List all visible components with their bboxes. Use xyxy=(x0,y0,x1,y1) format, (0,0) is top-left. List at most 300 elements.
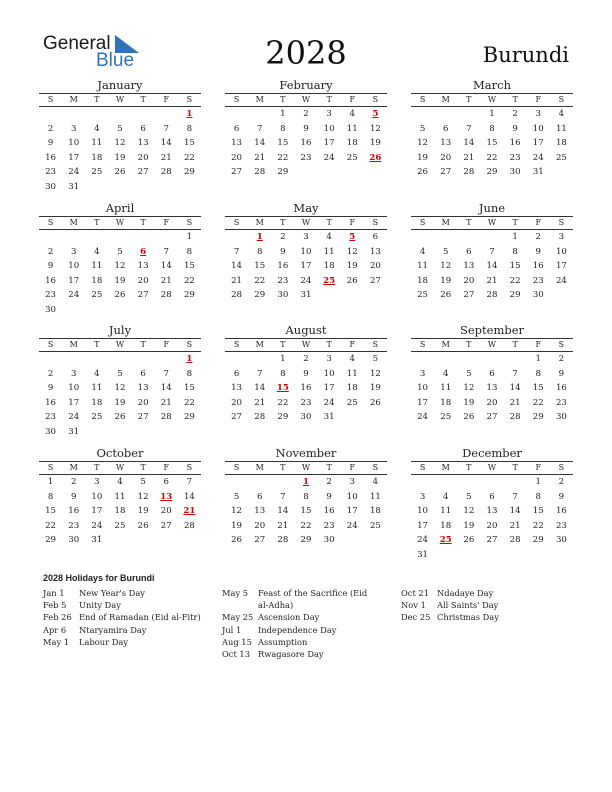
weekday-label: T xyxy=(140,218,146,227)
day-cell: 28 xyxy=(254,167,266,178)
day-cell: 14 xyxy=(486,261,498,272)
day-cell: 12 xyxy=(463,506,475,517)
holiday-day-cell: 5 xyxy=(349,232,356,242)
holiday-day-cell: 5 xyxy=(372,109,379,119)
holiday-name: Assumption xyxy=(258,636,308,647)
weekday-label: M xyxy=(441,218,450,227)
month-september xyxy=(411,323,573,425)
day-cell: 16 xyxy=(532,261,544,272)
day-cell: 8 xyxy=(186,368,193,379)
day-cell: 7 xyxy=(512,491,518,502)
day-cell: 24 xyxy=(300,275,312,286)
holiday-name: Rwagasore Day xyxy=(258,649,324,660)
day-cell: 30 xyxy=(323,535,335,546)
day-cell: 6 xyxy=(163,477,169,487)
holiday-date: May 5 xyxy=(222,588,249,598)
month-name: January xyxy=(97,78,143,92)
day-cell: 27 xyxy=(137,290,149,301)
day-cell: 28 xyxy=(160,412,172,423)
day-cell: 3 xyxy=(558,232,565,242)
weekday-label: T xyxy=(280,340,286,349)
holiday-name: Christmas Day xyxy=(437,612,499,623)
month-name: June xyxy=(478,201,506,215)
weekday-label: M xyxy=(441,463,450,472)
empty-cell xyxy=(248,352,271,367)
day-cell: 25 xyxy=(114,520,126,531)
day-cell: 12 xyxy=(463,383,475,394)
day-cell: 15 xyxy=(277,138,289,149)
holiday-date: Nov 1 xyxy=(401,600,426,611)
day-cell: 3 xyxy=(326,354,332,364)
day-cell: 27 xyxy=(231,412,243,423)
day-cell: 21 xyxy=(509,520,521,531)
empty-cell xyxy=(62,352,85,367)
day-cell: 10 xyxy=(532,123,544,134)
holiday-day-cell: 21 xyxy=(183,506,196,517)
empty-cell xyxy=(248,475,271,490)
day-cell: 8 xyxy=(535,491,541,502)
day-cell: 17 xyxy=(323,138,335,149)
holiday-column xyxy=(43,587,203,648)
day-cell: 26 xyxy=(440,290,452,301)
calendar-country: Burundi xyxy=(482,43,569,67)
day-cell: 14 xyxy=(231,261,243,272)
weekday-label: T xyxy=(280,463,286,472)
empty-cell xyxy=(85,230,108,245)
day-cell: 3 xyxy=(94,477,100,487)
day-cell: 30 xyxy=(277,290,289,301)
day-cell: 20 xyxy=(231,152,243,163)
empty-cell xyxy=(457,107,480,122)
day-cell: 10 xyxy=(300,246,312,257)
day-cell: 25 xyxy=(91,412,103,423)
day-cell: 12 xyxy=(369,368,381,379)
empty-cell xyxy=(504,352,527,367)
month-april xyxy=(39,201,201,318)
weekday-label: W xyxy=(301,218,311,227)
day-cell: 19 xyxy=(231,520,243,531)
day-cell: 3 xyxy=(70,123,77,134)
day-cell: 31 xyxy=(532,167,544,178)
day-cell: 25 xyxy=(417,290,429,301)
day-cell: 20 xyxy=(160,506,172,517)
day-cell: 4 xyxy=(349,354,355,364)
day-cell: 22 xyxy=(45,520,57,531)
day-cell: 15 xyxy=(254,261,266,272)
empty-cell xyxy=(480,352,503,367)
holiday-date: Oct 21 xyxy=(401,588,429,598)
weekday-header xyxy=(225,461,387,475)
holiday-column xyxy=(401,587,561,624)
empty-cell xyxy=(434,475,457,490)
day-cell: 21 xyxy=(463,152,475,163)
weekday-label: S xyxy=(558,340,565,349)
weekday-label: S xyxy=(419,463,426,472)
day-cell: 23 xyxy=(300,152,312,163)
day-cell: 21 xyxy=(160,275,172,286)
weekday-label: F xyxy=(535,340,542,349)
day-cell: 17 xyxy=(68,152,80,163)
weekday-header xyxy=(39,461,201,475)
weekday-label: F xyxy=(163,218,170,227)
day-cell: 22 xyxy=(532,397,544,408)
day-cell: 29 xyxy=(254,290,266,301)
holiday-date: May 25 xyxy=(222,612,254,623)
day-grid xyxy=(225,230,387,303)
day-cell: 23 xyxy=(45,167,57,178)
day-cell: 23 xyxy=(277,275,289,286)
day-cell: 19 xyxy=(369,383,381,394)
empty-cell xyxy=(155,107,178,122)
day-cell: 7 xyxy=(163,123,169,134)
day-cell: 12 xyxy=(114,138,126,149)
day-cell: 20 xyxy=(486,520,498,531)
day-cell: 24 xyxy=(346,520,358,531)
day-cell: 14 xyxy=(509,506,521,517)
day-cell: 24 xyxy=(417,412,429,423)
day-cell: 26 xyxy=(114,167,126,178)
weekday-label: F xyxy=(349,463,356,472)
day-cell: 22 xyxy=(486,152,498,163)
month-name: November xyxy=(275,446,337,460)
day-cell: 9 xyxy=(47,138,54,149)
day-cell: 30 xyxy=(300,412,312,423)
day-cell: 16 xyxy=(555,506,567,517)
day-cell: 14 xyxy=(277,506,289,517)
day-cell: 24 xyxy=(417,535,429,546)
day-cell: 28 xyxy=(183,520,195,531)
day-cell: 28 xyxy=(486,290,498,301)
month-name: August xyxy=(285,323,327,337)
day-cell: 18 xyxy=(114,506,126,517)
day-cell: 19 xyxy=(417,152,429,163)
day-cell: 17 xyxy=(68,397,80,408)
day-cell: 11 xyxy=(369,491,381,502)
day-cell: 11 xyxy=(440,506,452,517)
day-grid xyxy=(225,475,387,548)
weekday-label: W xyxy=(115,95,125,104)
day-cell: 27 xyxy=(231,167,243,178)
day-cell: 22 xyxy=(254,275,266,286)
weekday-label: S xyxy=(233,95,240,104)
day-cell: 7 xyxy=(256,123,263,134)
weekday-label: T xyxy=(94,218,100,227)
day-cell: 5 xyxy=(117,368,123,379)
day-cell: 15 xyxy=(45,506,57,517)
day-cell: 20 xyxy=(486,397,498,408)
logo-text-blue: Blue xyxy=(96,50,135,71)
day-cell: 13 xyxy=(137,138,149,149)
weekday-label: S xyxy=(47,218,54,227)
day-cell: 8 xyxy=(186,246,193,257)
day-cell: 13 xyxy=(486,506,498,517)
weekday-label: S xyxy=(558,95,565,104)
weekday-label: M xyxy=(69,218,78,227)
day-cell: 13 xyxy=(369,246,381,257)
day-cell: 30 xyxy=(45,181,57,192)
weekday-label: W xyxy=(115,340,125,349)
day-cell: 27 xyxy=(486,412,498,423)
day-cell: 16 xyxy=(45,275,57,286)
weekday-label: T xyxy=(466,340,472,349)
day-cell: 10 xyxy=(346,491,358,502)
empty-cell xyxy=(39,230,62,245)
day-cell: 9 xyxy=(512,123,518,134)
holiday-name: All Saints' Day xyxy=(437,600,499,611)
holiday-item xyxy=(43,599,203,611)
month-name: March xyxy=(473,78,511,92)
empty-cell xyxy=(271,475,294,490)
weekday-label: T xyxy=(466,463,472,472)
day-cell: 20 xyxy=(254,520,266,531)
month-name: December xyxy=(462,446,522,460)
day-cell: 27 xyxy=(137,167,149,178)
holiday-day-cell: 1 xyxy=(186,354,193,364)
holiday-item xyxy=(222,624,372,636)
holiday-day-cell: 25 xyxy=(323,275,336,286)
weekday-header xyxy=(411,216,573,230)
weekday-label: T xyxy=(326,463,332,472)
day-cell: 28 xyxy=(509,535,521,546)
day-cell: 27 xyxy=(254,535,266,546)
empty-cell xyxy=(132,230,155,245)
day-cell: 29 xyxy=(532,412,544,423)
day-cell: 23 xyxy=(45,290,57,301)
day-cell: 8 xyxy=(535,368,541,379)
day-cell: 2 xyxy=(326,477,332,487)
day-cell: 13 xyxy=(137,261,149,272)
day-cell: 23 xyxy=(509,152,521,163)
day-cell: 10 xyxy=(555,246,567,257)
month-august xyxy=(225,323,387,425)
empty-cell xyxy=(434,230,457,245)
holiday-item xyxy=(401,587,561,599)
weekday-label: S xyxy=(558,218,565,227)
holiday-item xyxy=(43,611,203,623)
day-cell: 2 xyxy=(558,477,565,487)
day-cell: 3 xyxy=(419,491,426,502)
day-cell: 13 xyxy=(486,383,498,394)
day-cell: 23 xyxy=(555,397,567,408)
weekday-label: F xyxy=(349,218,356,227)
day-cell: 7 xyxy=(163,246,169,257)
day-cell: 13 xyxy=(231,383,243,394)
day-cell: 11 xyxy=(91,383,103,394)
day-cell: 9 xyxy=(558,368,565,379)
weekday-header xyxy=(39,93,201,107)
month-may xyxy=(225,201,387,303)
day-cell: 9 xyxy=(70,491,77,502)
month-july xyxy=(39,323,201,440)
day-cell: 12 xyxy=(417,138,429,149)
holiday-day-cell: 1 xyxy=(303,477,309,487)
holiday-name: Ndadaye Day xyxy=(437,588,494,598)
day-cell: 10 xyxy=(417,383,429,394)
day-cell: 18 xyxy=(555,138,567,149)
weekday-label: S xyxy=(186,340,193,349)
empty-cell xyxy=(225,107,248,122)
day-cell: 7 xyxy=(256,368,263,379)
day-cell: 6 xyxy=(140,368,146,379)
day-cell: 24 xyxy=(91,520,103,531)
day-cell: 27 xyxy=(369,275,381,286)
empty-cell xyxy=(434,352,457,367)
day-cell: 5 xyxy=(117,123,123,134)
weekday-header xyxy=(39,216,201,230)
day-cell: 17 xyxy=(68,275,80,286)
holiday-name: Unity Day xyxy=(79,600,121,611)
holiday-name: Independence Day xyxy=(258,624,337,635)
day-cell: 29 xyxy=(45,535,57,546)
day-cell: 10 xyxy=(68,138,80,149)
day-cell: 2 xyxy=(303,354,309,364)
day-cell: 3 xyxy=(326,109,332,119)
day-cell: 19 xyxy=(463,520,475,531)
month-name: October xyxy=(96,446,144,460)
day-cell: 16 xyxy=(277,261,289,272)
day-cell: 21 xyxy=(509,397,521,408)
day-cell: 12 xyxy=(369,123,381,134)
weekday-header xyxy=(225,93,387,107)
empty-cell xyxy=(480,475,503,490)
empty-cell xyxy=(39,107,62,122)
day-cell: 4 xyxy=(372,477,379,487)
day-cell: 2 xyxy=(535,232,541,242)
empty-cell xyxy=(62,107,85,122)
day-grid xyxy=(411,107,573,180)
day-cell: 13 xyxy=(463,261,475,272)
day-cell: 14 xyxy=(254,383,266,394)
weekday-label: T xyxy=(94,463,100,472)
day-cell: 4 xyxy=(558,109,565,119)
day-cell: 11 xyxy=(555,123,567,134)
day-cell: 23 xyxy=(300,397,312,408)
day-cell: 13 xyxy=(137,383,149,394)
day-cell: 9 xyxy=(303,368,309,379)
day-cell: 14 xyxy=(160,383,172,394)
day-cell: 5 xyxy=(466,368,472,379)
day-cell: 19 xyxy=(369,138,381,149)
holiday-date: Aug 15 xyxy=(222,636,252,647)
weekday-label: F xyxy=(163,340,170,349)
day-cell: 25 xyxy=(91,167,103,178)
day-cell: 3 xyxy=(535,109,541,119)
day-cell: 10 xyxy=(91,491,103,502)
day-cell: 7 xyxy=(163,368,169,379)
day-cell: 17 xyxy=(91,506,103,517)
day-cell: 1 xyxy=(186,232,193,242)
day-cell: 30 xyxy=(509,167,521,178)
empty-cell xyxy=(457,475,480,490)
day-cell: 9 xyxy=(326,491,332,502)
weekday-label: F xyxy=(535,218,542,227)
calendar-year: 2028 xyxy=(265,34,347,72)
day-cell: 29 xyxy=(300,535,312,546)
weekday-label: W xyxy=(487,95,497,104)
day-cell: 2 xyxy=(47,246,54,257)
weekday-label: W xyxy=(301,340,311,349)
weekday-label: S xyxy=(233,340,240,349)
weekday-label: T xyxy=(512,95,518,104)
empty-cell xyxy=(85,352,108,367)
day-cell: 17 xyxy=(417,397,429,408)
day-cell: 3 xyxy=(349,477,355,487)
day-cell: 23 xyxy=(532,275,544,286)
day-cell: 26 xyxy=(369,397,381,408)
day-cell: 19 xyxy=(346,261,358,272)
weekday-label: S xyxy=(419,95,426,104)
day-cell: 23 xyxy=(45,412,57,423)
weekday-label: F xyxy=(163,95,170,104)
empty-cell xyxy=(457,352,480,367)
holiday-item xyxy=(222,611,372,623)
weekday-label: W xyxy=(115,218,125,227)
month-name: July xyxy=(108,323,132,337)
day-cell: 20 xyxy=(137,397,149,408)
day-cell: 19 xyxy=(114,152,126,163)
day-cell: 13 xyxy=(440,138,452,149)
day-cell: 30 xyxy=(45,426,57,437)
day-cell: 22 xyxy=(300,520,312,531)
weekday-label: W xyxy=(301,95,311,104)
empty-cell xyxy=(108,107,131,122)
day-cell: 29 xyxy=(509,290,521,301)
day-cell: 13 xyxy=(254,506,266,517)
weekday-label: W xyxy=(487,463,497,472)
day-cell: 27 xyxy=(486,535,498,546)
day-cell: 10 xyxy=(323,123,335,134)
weekday-label: M xyxy=(69,340,78,349)
day-cell: 12 xyxy=(440,261,452,272)
empty-cell xyxy=(155,230,178,245)
weekday-label: S xyxy=(186,218,193,227)
day-cell: 22 xyxy=(277,397,289,408)
holiday-date: Oct 13 xyxy=(222,649,250,660)
day-cell: 30 xyxy=(45,304,57,315)
day-cell: 8 xyxy=(256,246,263,257)
day-cell: 28 xyxy=(231,290,243,301)
day-cell: 2 xyxy=(512,109,518,119)
day-grid xyxy=(39,230,201,318)
weekday-label: T xyxy=(466,95,472,104)
day-cell: 26 xyxy=(114,412,126,423)
day-cell: 26 xyxy=(231,535,243,546)
holiday-name: New Year's Day xyxy=(79,588,145,598)
holiday-item xyxy=(43,624,203,636)
weekday-header xyxy=(411,93,573,107)
holiday-item xyxy=(401,599,561,611)
day-cell: 15 xyxy=(183,383,195,394)
weekday-label: T xyxy=(280,95,286,104)
day-cell: 14 xyxy=(254,138,266,149)
weekday-label: S xyxy=(233,463,240,472)
day-cell: 29 xyxy=(183,167,195,178)
day-cell: 28 xyxy=(254,412,266,423)
day-cell: 11 xyxy=(114,491,126,502)
day-grid xyxy=(225,352,387,425)
holiday-item xyxy=(43,636,203,648)
day-cell: 4 xyxy=(94,246,100,257)
day-cell: 14 xyxy=(183,491,195,502)
weekday-label: M xyxy=(69,463,78,472)
day-cell: 31 xyxy=(68,181,80,192)
day-cell: 8 xyxy=(280,368,286,379)
day-cell: 2 xyxy=(47,123,54,134)
day-cell: 4 xyxy=(117,477,123,487)
day-cell: 10 xyxy=(323,368,335,379)
day-cell: 7 xyxy=(233,246,240,257)
day-cell: 6 xyxy=(442,123,449,134)
